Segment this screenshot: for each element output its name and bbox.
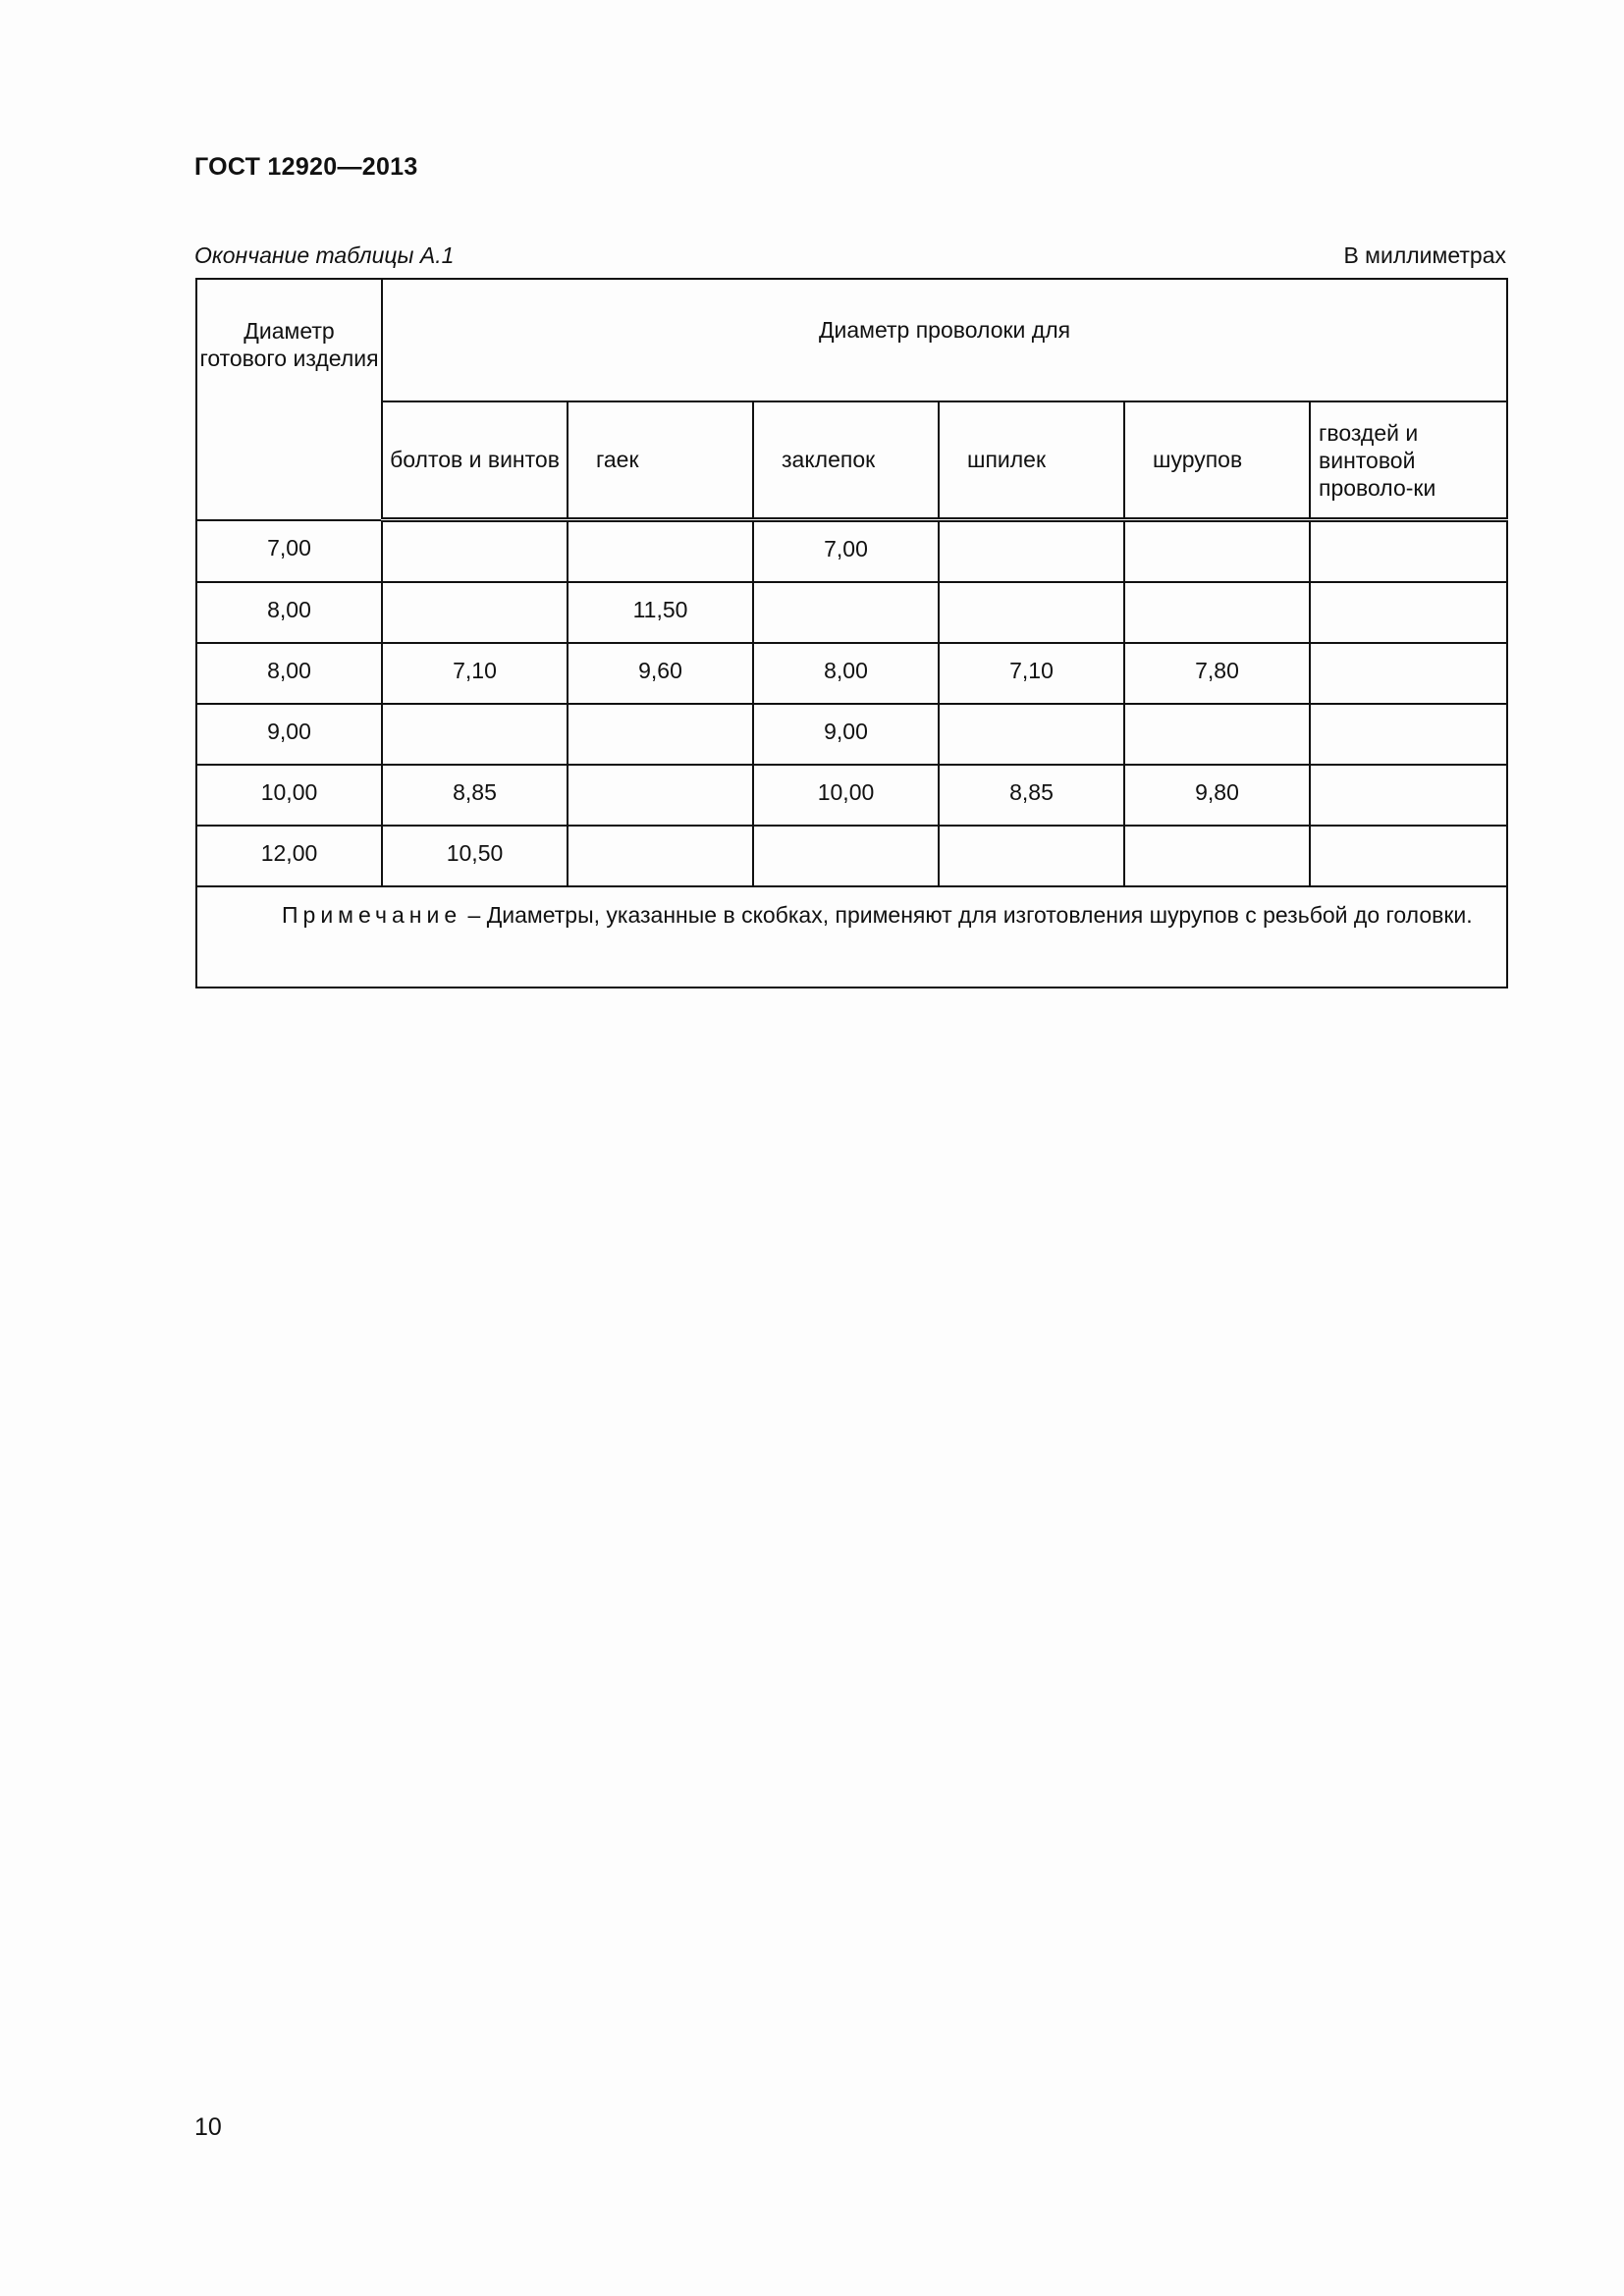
product-diameter-cell: 10,00 (196, 765, 382, 826)
table-cell (1310, 643, 1507, 704)
table-cell (1310, 704, 1507, 765)
table-cell: 9,00 (753, 704, 939, 765)
product-diameter-cell: 12,00 (196, 826, 382, 886)
table-cell (939, 520, 1124, 583)
table-cell (382, 704, 568, 765)
header-nuts: гаек (568, 401, 753, 520)
table-cell (753, 826, 939, 886)
header-wood-screws: шурупов (1124, 401, 1310, 520)
table-cell: 9,80 (1124, 765, 1310, 826)
table-row (196, 704, 1507, 765)
table-cell (939, 704, 1124, 765)
document-code: ГОСТ 12920—2013 (194, 153, 418, 181)
table-cell (1310, 520, 1507, 583)
table-cell (1124, 826, 1310, 886)
table-note (196, 886, 1507, 988)
table-cell: 10,00 (753, 765, 939, 826)
table-cell (939, 826, 1124, 886)
table-cell (382, 582, 568, 643)
table-cell (382, 520, 568, 583)
table-cell: 8,00 (753, 643, 939, 704)
table-cell (939, 582, 1124, 643)
table-cell (1310, 826, 1507, 886)
note-prefix: Примечание (282, 902, 462, 928)
table-cell: 9,60 (568, 643, 753, 704)
table-cell: 7,10 (382, 643, 568, 704)
table-cell: 7,10 (939, 643, 1124, 704)
table-cell (1124, 520, 1310, 583)
product-diameter-cell: 7,00 (196, 520, 382, 583)
page-number: 10 (194, 2113, 222, 2141)
table-cell (1310, 582, 1507, 643)
product-diameter-cell: 9,00 (196, 704, 382, 765)
table-cell: 7,80 (1124, 643, 1310, 704)
table-row (196, 520, 1507, 583)
table-row (196, 765, 1507, 826)
table-cell (753, 582, 939, 643)
table-row (196, 643, 1507, 704)
table-caption: Окончание таблицы А.1 (194, 242, 455, 268)
table-cell (1124, 582, 1310, 643)
note-text: – Диаметры, указанные в скобках, применяют для изготовления шурупов с резьбой до головки. (467, 902, 1473, 928)
header-rivets: заклепок (753, 401, 939, 520)
header-nails-wire: гвоздей и винтовой проволо-ки (1310, 401, 1507, 520)
header-wire-diameter-group: Диаметр проволоки для (382, 279, 1507, 401)
header-studs: шпилек (939, 401, 1124, 520)
table-row (196, 826, 1507, 886)
table-cell: 11,50 (568, 582, 753, 643)
wire-diameter-table (195, 278, 1508, 988)
table-cell (568, 826, 753, 886)
header-product-diameter: Диаметр готового изделия (196, 279, 382, 520)
units-label: В миллиметрах (1343, 242, 1506, 268)
table-cell: 8,85 (939, 765, 1124, 826)
table-cell: 8,85 (382, 765, 568, 826)
table-cell (1124, 704, 1310, 765)
header-bolts-screws: болтов и винтов (382, 401, 568, 520)
table-cell: 7,00 (753, 520, 939, 583)
table-cell (1310, 765, 1507, 826)
table-cell (568, 520, 753, 583)
table-cell (568, 704, 753, 765)
product-diameter-cell: 8,00 (196, 582, 382, 643)
table-row (196, 582, 1507, 643)
table-cell: 10,50 (382, 826, 568, 886)
product-diameter-cell: 8,00 (196, 643, 382, 704)
table-cell (568, 765, 753, 826)
